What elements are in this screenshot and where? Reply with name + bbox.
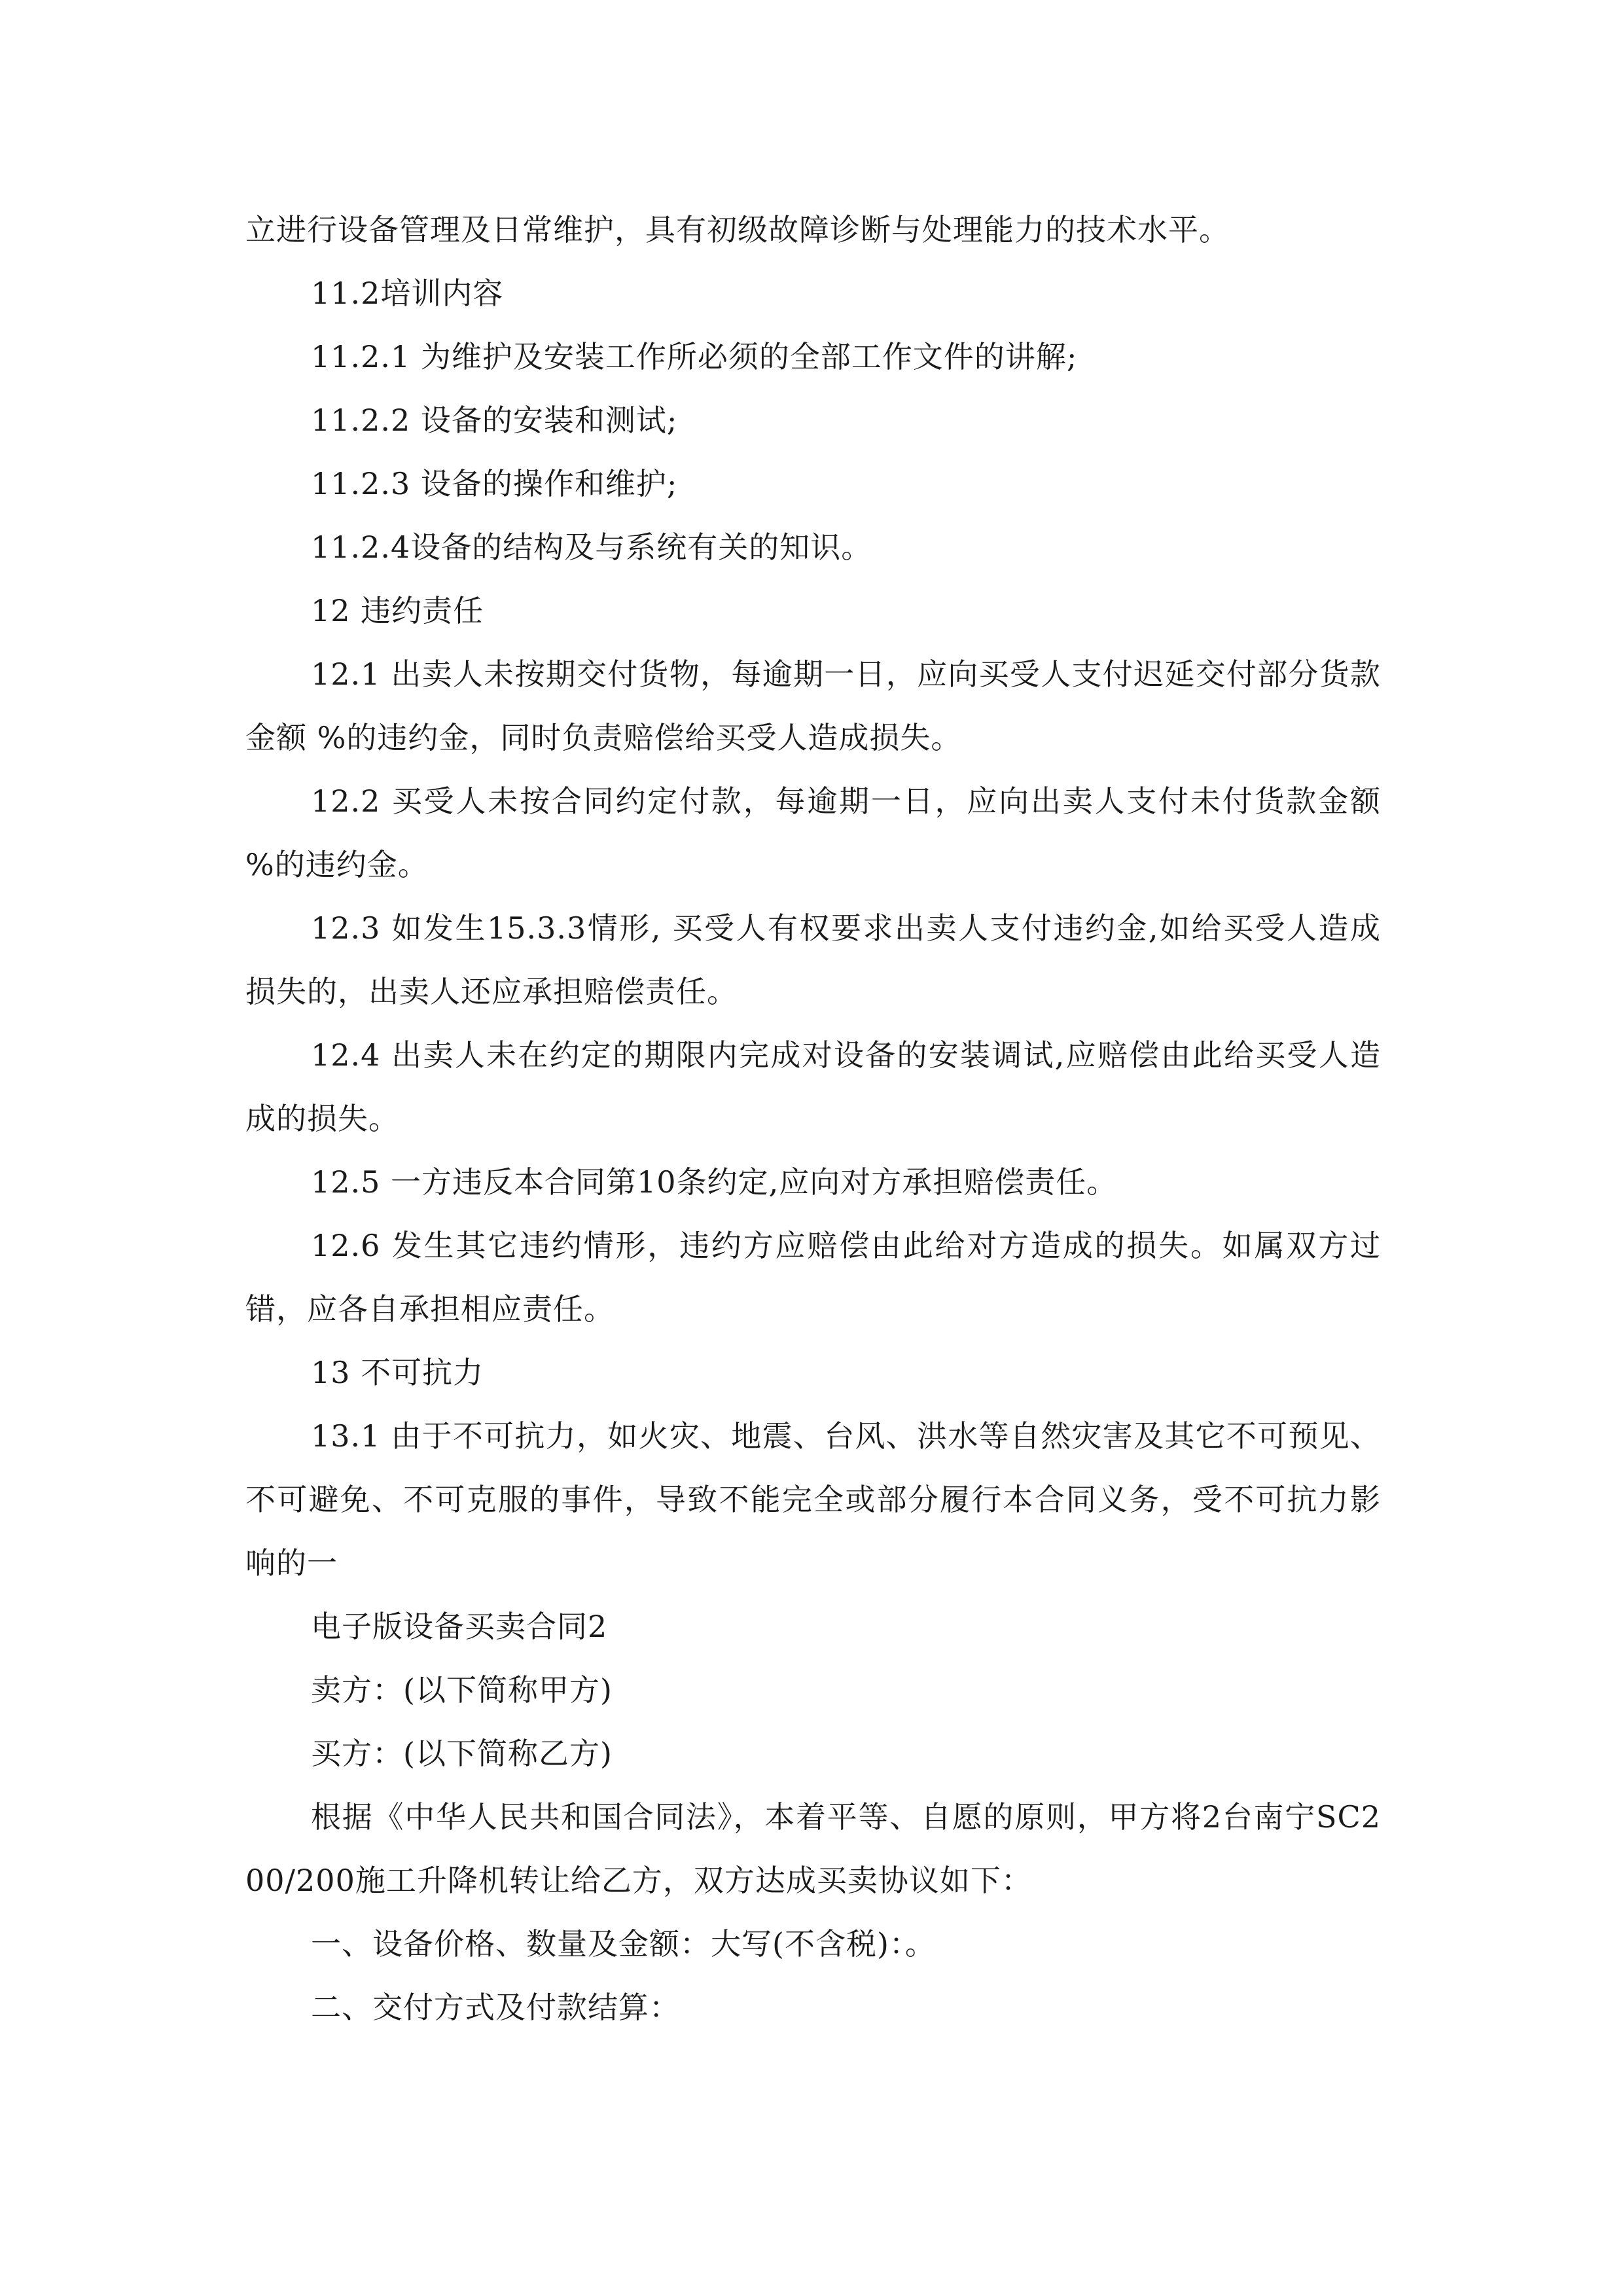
paragraph-11-2-heading: 11.2培训内容 [311, 276, 504, 311]
paragraph-12-6: 12.6 发生其它违约情形，违约方应赔偿由此给对方造成的损失。如属双方过错，应各自承担相应责任。 [245, 1228, 1381, 1327]
section-1-price: 一、设备价格、数量及金额：大写(不含税)：。 [311, 1926, 936, 1962]
contract-2-title: 电子版设备买卖合同2 [311, 1609, 608, 1644]
paragraph-11-2-2: 11.2.2 设备的安装和测试; [311, 403, 678, 438]
section-2-delivery: 二、交付方式及付款结算： [311, 1990, 680, 2025]
paragraph-training-goal-end: 立进行设备管理及日常维护，具有初级故障诊断与处理能力的技术水平。 [245, 212, 1230, 247]
paragraph-12-4: 12.4 出卖人未在约定的期限内完成对设备的安装调试,应赔偿由此给买受人造成的损失。 [245, 1037, 1381, 1136]
paragraph-contract-basis: 根据《中华人民共和国合同法》，本着平等、自愿的原则，甲方将2台南宁SC200/200施工升降机转让给乙方，双方达成买卖协议如下： [245, 1799, 1381, 1898]
paragraph-13-1: 13.1 由于不可抗力，如火灾、地震、台风、洪水等自然灾害及其它不可预见、不可避免、不可克服的事件，导致不能完全或部分履行本合同义务，受不可抗力影响的一 [245, 1418, 1381, 1581]
seller-line: 卖方：(以下简称甲方) [311, 1672, 613, 1708]
paragraph-13-heading: 13 不可抗力 [311, 1355, 484, 1390]
paragraph-12-5: 12.5 一方违反本合同第10条约定,应向对方承担赔偿责任。 [311, 1164, 1118, 1200]
buyer-line: 买方：(以下简称乙方) [311, 1736, 613, 1771]
paragraph-11-2-1: 11.2.1 为维护及安装工作所必须的全部工作文件的讲解; [311, 339, 1078, 374]
paragraph-11-2-4: 11.2.4设备的结构及与系统有关的知识。 [311, 529, 872, 565]
paragraph-12-2: 12.2 买受人未按合同约定付款，每逾期一日，应向出卖人支付未付货款金额 %的违约金。 [245, 783, 1381, 882]
document-body [245, 198, 1381, 2039]
paragraph-12-1: 12.1 出卖人未按期交付货物，每逾期一日，应向买受人支付迟延交付部分货款金额 %的违约金，同时负责赔偿给买受人造成损失。 [245, 656, 1381, 755]
paragraph-12-heading: 12 违约责任 [311, 593, 484, 628]
paragraph-11-2-3: 11.2.3 设备的操作和维护; [311, 466, 678, 501]
paragraph-12-3: 12.3 如发生15.3.3情形, 买受人有权要求出卖人支付违约金,如给买受人造成损失的，出卖人还应承担赔偿责任。 [245, 910, 1381, 1009]
